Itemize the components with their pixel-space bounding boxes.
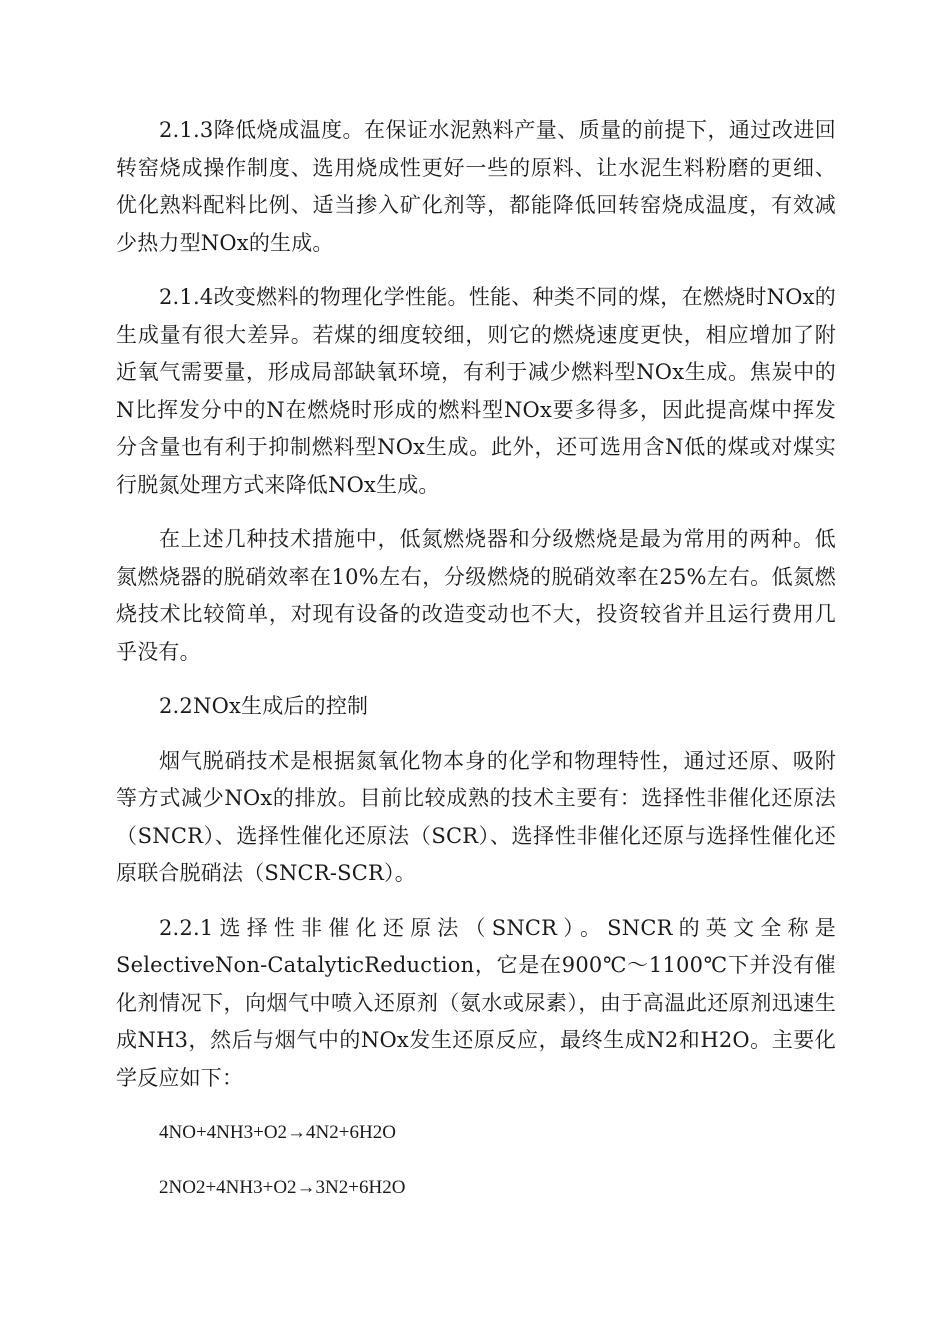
paragraph-2-2-1-sncr: 2.2.1选择性非催化还原法（SNCR）。SNCR的英文全称是SelectiveNon-CatalyticReduction，它是在900℃～1100℃下并没有催化剂情况下，向烟气中喷入还原剂（氨水或尿素），由于高温此还原剂迅速生成NH3，然后与烟气中的NOx发生还原反应，最终生成N2和H2O。主要化学反应如下： xyxy=(116,915,836,1090)
paragraph-summary: 在上述几种技术措施中，低氮燃烧器和分级燃烧是最为常用的两种。低氮燃烧器的脱硝效率在10%左右，分级燃烧的脱硝效率在25%左右。低氮燃烧技术比较简单，对现有设备的改造变动也不大，投资较省并且运行费用几乎没有。 xyxy=(116,527,836,664)
paragraph-flue-gas-denitration: 烟气脱硝技术是根据氮氧化物本身的化学和物理特性，通过还原、吸附等方式减少NOx的排放。目前比较成熟的技术主要有：选择性非催化还原法（SNCR）、选择性催化还原法（SCR）、选择性非催化还原与选择性催化还原联合脱硝法（SNCR-SCR）。 xyxy=(116,748,836,885)
paragraph-2-1-4: 2.1.4改变燃料的物理化学性能。性能、种类不同的煤，在燃烧时NOx的生成量有很大差异。若煤的细度较细，则它的燃烧速度更快，相应增加了附近氧气需要量，形成局部缺氧环境，有利于减少燃料型NOx生成。焦炭中的N比挥发分中的N在燃烧时形成的燃料型NOx要多得多，因此提高煤中挥发分含量也有利于抑制燃料型NOx生成。此外，还可选用含N低的煤或对煤实行脱氮处理方式来降低NOx生成。 xyxy=(116,285,836,497)
paragraph-2-1-3: 2.1.3降低烧成温度。在保证水泥熟料产量、质量的前提下，通过改进回转窑烧成操作制度、选用烧成性更好一些的原料、让水泥生料粉磨的更细、优化熟料配料比例、适当掺入矿化剂等，都能降低回转窑烧成温度，有效减少热力型NOx的生成。 xyxy=(116,118,836,255)
section-heading-2-2: 2.2NOx生成后的控制 xyxy=(159,694,369,718)
equation-2: 2NO2+4NH3+O2→3N2+6H2O xyxy=(159,1176,406,1198)
document-page xyxy=(116,112,836,1223)
equation-1: 4NO+4NH3+O2→4N2+6H2O xyxy=(159,1122,396,1143)
